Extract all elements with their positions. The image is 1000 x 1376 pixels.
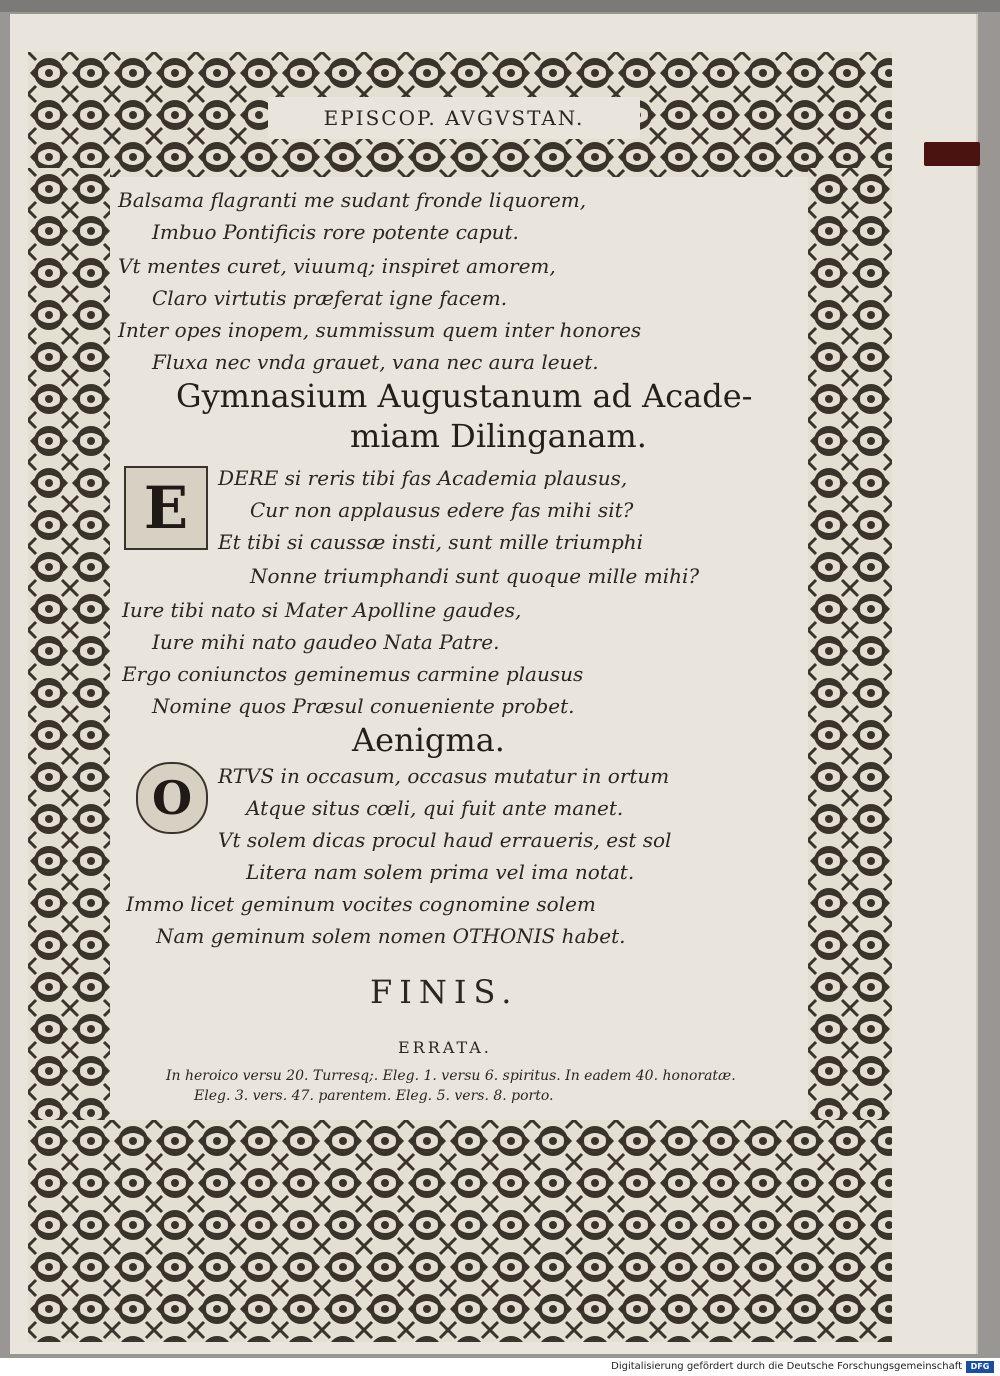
finis-heading: FINIS. xyxy=(370,973,519,1011)
verse-line: Nonne triumphandi sunt quoque mille mihi? xyxy=(250,564,700,588)
bookmark-tab xyxy=(924,142,980,166)
verse-line: Cur non applausus edere fas mihi sit? xyxy=(250,498,634,522)
verse-line: Vt mentes curet, viuumq; inspiret amorem, xyxy=(118,254,556,278)
ornament-border-left xyxy=(28,168,110,1128)
verse-line: Vt solem dicas procul haud erraueris, est sol xyxy=(218,828,672,852)
running-head: EPISCOP. AVGVSTAN. xyxy=(268,97,640,139)
verse-line: Immo licet geminum vocites cognomine solem xyxy=(126,892,596,916)
verse-line: Nomine quos Præsul conueniente probet. xyxy=(152,694,575,718)
decorated-initial: O xyxy=(136,762,208,834)
section-heading: miam Dilinganam. xyxy=(350,417,647,455)
verse-line: Et tibi si caussæ insti, sunt mille triumphi xyxy=(218,530,644,554)
section-heading: Gymnasium Augustanum ad Acade- xyxy=(176,377,753,415)
verse-line: Nam geminum solem nomen OTHONIS habet. xyxy=(156,924,626,948)
ornament-border-right xyxy=(808,168,892,1128)
decorated-initial: E xyxy=(124,466,208,550)
verse-line: Atque situs cœli, qui fuit ante manet. xyxy=(246,796,624,820)
section-heading: Aenigma. xyxy=(352,721,505,759)
verse-line: RTVS in occasum, occasus mutatur in ortum xyxy=(218,764,670,788)
verse-line: Fluxa nec vnda grauet, vana nec aura leuet. xyxy=(152,350,599,374)
verse-line: Claro virtutis præferat igne facem. xyxy=(152,286,508,310)
verse-line: Iure mihi nato gaudeo Nata Patre. xyxy=(152,630,500,654)
verse-line: Balsama flagranti me sudant fronde liquorem, xyxy=(118,188,587,212)
errata-line: Eleg. 3. vers. 47. parentem. Eleg. 5. vers. 8. porto. xyxy=(194,1088,554,1104)
verse-line: Iure tibi nato si Mater Apolline gaudes, xyxy=(122,598,522,622)
errata-heading: ERRATA. xyxy=(398,1038,492,1057)
verse-line: Inter opes inopem, summissum quem inter honores xyxy=(118,318,642,342)
verse-line: Imbuo Pontificis rore potente caput. xyxy=(152,220,519,244)
verse-line: Litera nam solem prima vel ima notat. xyxy=(246,860,635,884)
verse-line: DERE si reris tibi fas Academia plausus, xyxy=(218,466,628,490)
dfg-logo: DFG xyxy=(966,1361,994,1373)
footer-credit: Digitalisierung gefördert durch die Deutsche Forschungsgemeinschaft xyxy=(611,1361,962,1372)
ornament-border-bottom xyxy=(28,1120,892,1342)
verse-line: Ergo coniunctos geminemus carmine plausus xyxy=(122,662,584,686)
scan-background-top xyxy=(0,0,1000,12)
digitization-footer xyxy=(0,1358,1000,1376)
errata-line: In heroico versu 20. Turresq;. Eleg. 1. versu 6. spiritus. In eadem 40. honoratæ. xyxy=(166,1068,736,1084)
